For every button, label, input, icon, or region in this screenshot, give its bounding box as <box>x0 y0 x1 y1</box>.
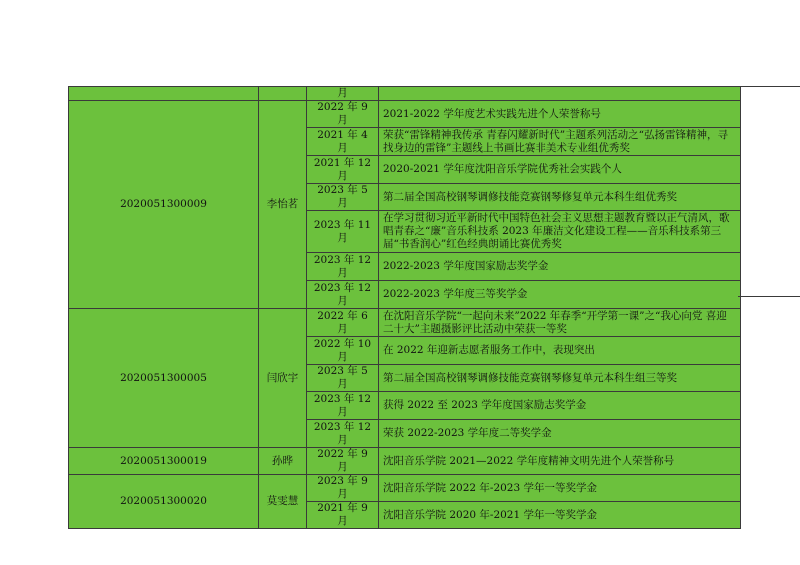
award-description-cell: 在沈阳音乐学院“一起向未来”2022 年春季“开学第一课”之“我心向党 喜迎二十大”主题摄影评比活动中荣获一等奖 <box>379 309 741 337</box>
award-date-cell: 2023 年 12 月 <box>307 392 379 420</box>
table-row <box>69 475 741 502</box>
table-edge-line <box>738 86 800 87</box>
award-description-cell: 沈阳音乐学院 2020 年-2021 学年一等奖学金 <box>379 502 741 529</box>
award-date-cell: 2022 年 9 月 <box>307 101 379 128</box>
student-name-cell: 孙晔 <box>259 448 307 475</box>
table-row <box>69 309 741 337</box>
award-date-cell: 2022 年 9 月 <box>307 448 379 475</box>
award-date-cell: 2021 年 12 月 <box>307 156 379 184</box>
award-description-cell: 2022-2023 学年度三等奖学金 <box>379 281 741 309</box>
award-date-cell: 2023 年 5 月 <box>307 365 379 392</box>
award-date-cell: 2023 年 11 月 <box>307 211 379 253</box>
table-row <box>69 101 741 128</box>
award-date-cell: 2021 年 4 月 <box>307 128 379 156</box>
table-row <box>69 448 741 475</box>
award-date-cell: 2023 年 9 月 <box>307 475 379 502</box>
student-name-cell: 莫雯慧 <box>259 475 307 529</box>
award-description-cell: 第二届全国高校钢琴调修技能竞赛钢琴修复单元本科生组优秀奖 <box>379 184 741 211</box>
award-date-cell: 2023 年 5 月 <box>307 184 379 211</box>
award-description-cell: 沈阳音乐学院 2021—2022 学年度精神文明先进个人荣誉称号 <box>379 448 741 475</box>
table-row <box>69 87 741 101</box>
award-description-cell: 在 2022 年迎新志愿者服务工作中，表现突出 <box>379 337 741 365</box>
award-table <box>68 86 741 529</box>
award-description-cell: 2021-2022 学年度艺术实践先进个人荣誉称号 <box>379 101 741 128</box>
award-date-cell: 2023 年 12 月 <box>307 420 379 448</box>
award-date-cell: 2023 年 12 月 <box>307 253 379 281</box>
student-name-cell: 闫欣宇 <box>259 309 307 448</box>
award-table-body <box>69 87 741 529</box>
award-date-cell: 2022 年 6 月 <box>307 309 379 337</box>
award-description-cell: 沈阳音乐学院 2022 年-2023 学年一等奖学金 <box>379 475 741 502</box>
student-id-cell <box>69 87 259 101</box>
award-description-cell: 荣获 2022-2023 学年度二等奖学金 <box>379 420 741 448</box>
award-description-cell: 2022-2023 学年度国家励志奖学金 <box>379 253 741 281</box>
award-date-cell: 月 <box>307 87 379 101</box>
student-id-cell: 2020051300019 <box>69 448 259 475</box>
student-name-cell <box>259 87 307 101</box>
student-id-cell: 2020051300009 <box>69 101 259 309</box>
award-description-cell <box>379 87 741 101</box>
award-date-cell: 2021 年 9 月 <box>307 502 379 529</box>
award-description-cell: 第二届全国高校钢琴调修技能竞赛钢琴修复单元本科生组三等奖 <box>379 365 741 392</box>
award-description-cell: 获得 2022 至 2023 学年度国家励志奖学金 <box>379 392 741 420</box>
student-id-cell: 2020051300020 <box>69 475 259 529</box>
award-description-cell: 2020-2021 学年度沈阳音乐学院优秀社会实践个人 <box>379 156 741 184</box>
award-date-cell: 2022 年 10 月 <box>307 337 379 365</box>
award-description-cell: 在学习贯彻习近平新时代中国特色社会主义思想主题教育暨以正气清风，歌唱青春之“廉”音乐科技系 2023 年廉洁文化建设工程——音乐科技系第三届“书香润心”红色经典朗诵比赛优秀奖 <box>379 211 741 253</box>
award-description-cell: 荣获“雷锋精神我传承 青春闪耀新时代”主题系列活动之“弘扬雷锋精神，寻找身边的雷锋”主题线上书画比赛非美术专业组优秀奖 <box>379 128 741 156</box>
student-name-cell: 李怡茗 <box>259 101 307 309</box>
award-date-cell: 2023 年 12 月 <box>307 281 379 309</box>
table-edge-line <box>738 296 800 297</box>
student-id-cell: 2020051300005 <box>69 309 259 448</box>
